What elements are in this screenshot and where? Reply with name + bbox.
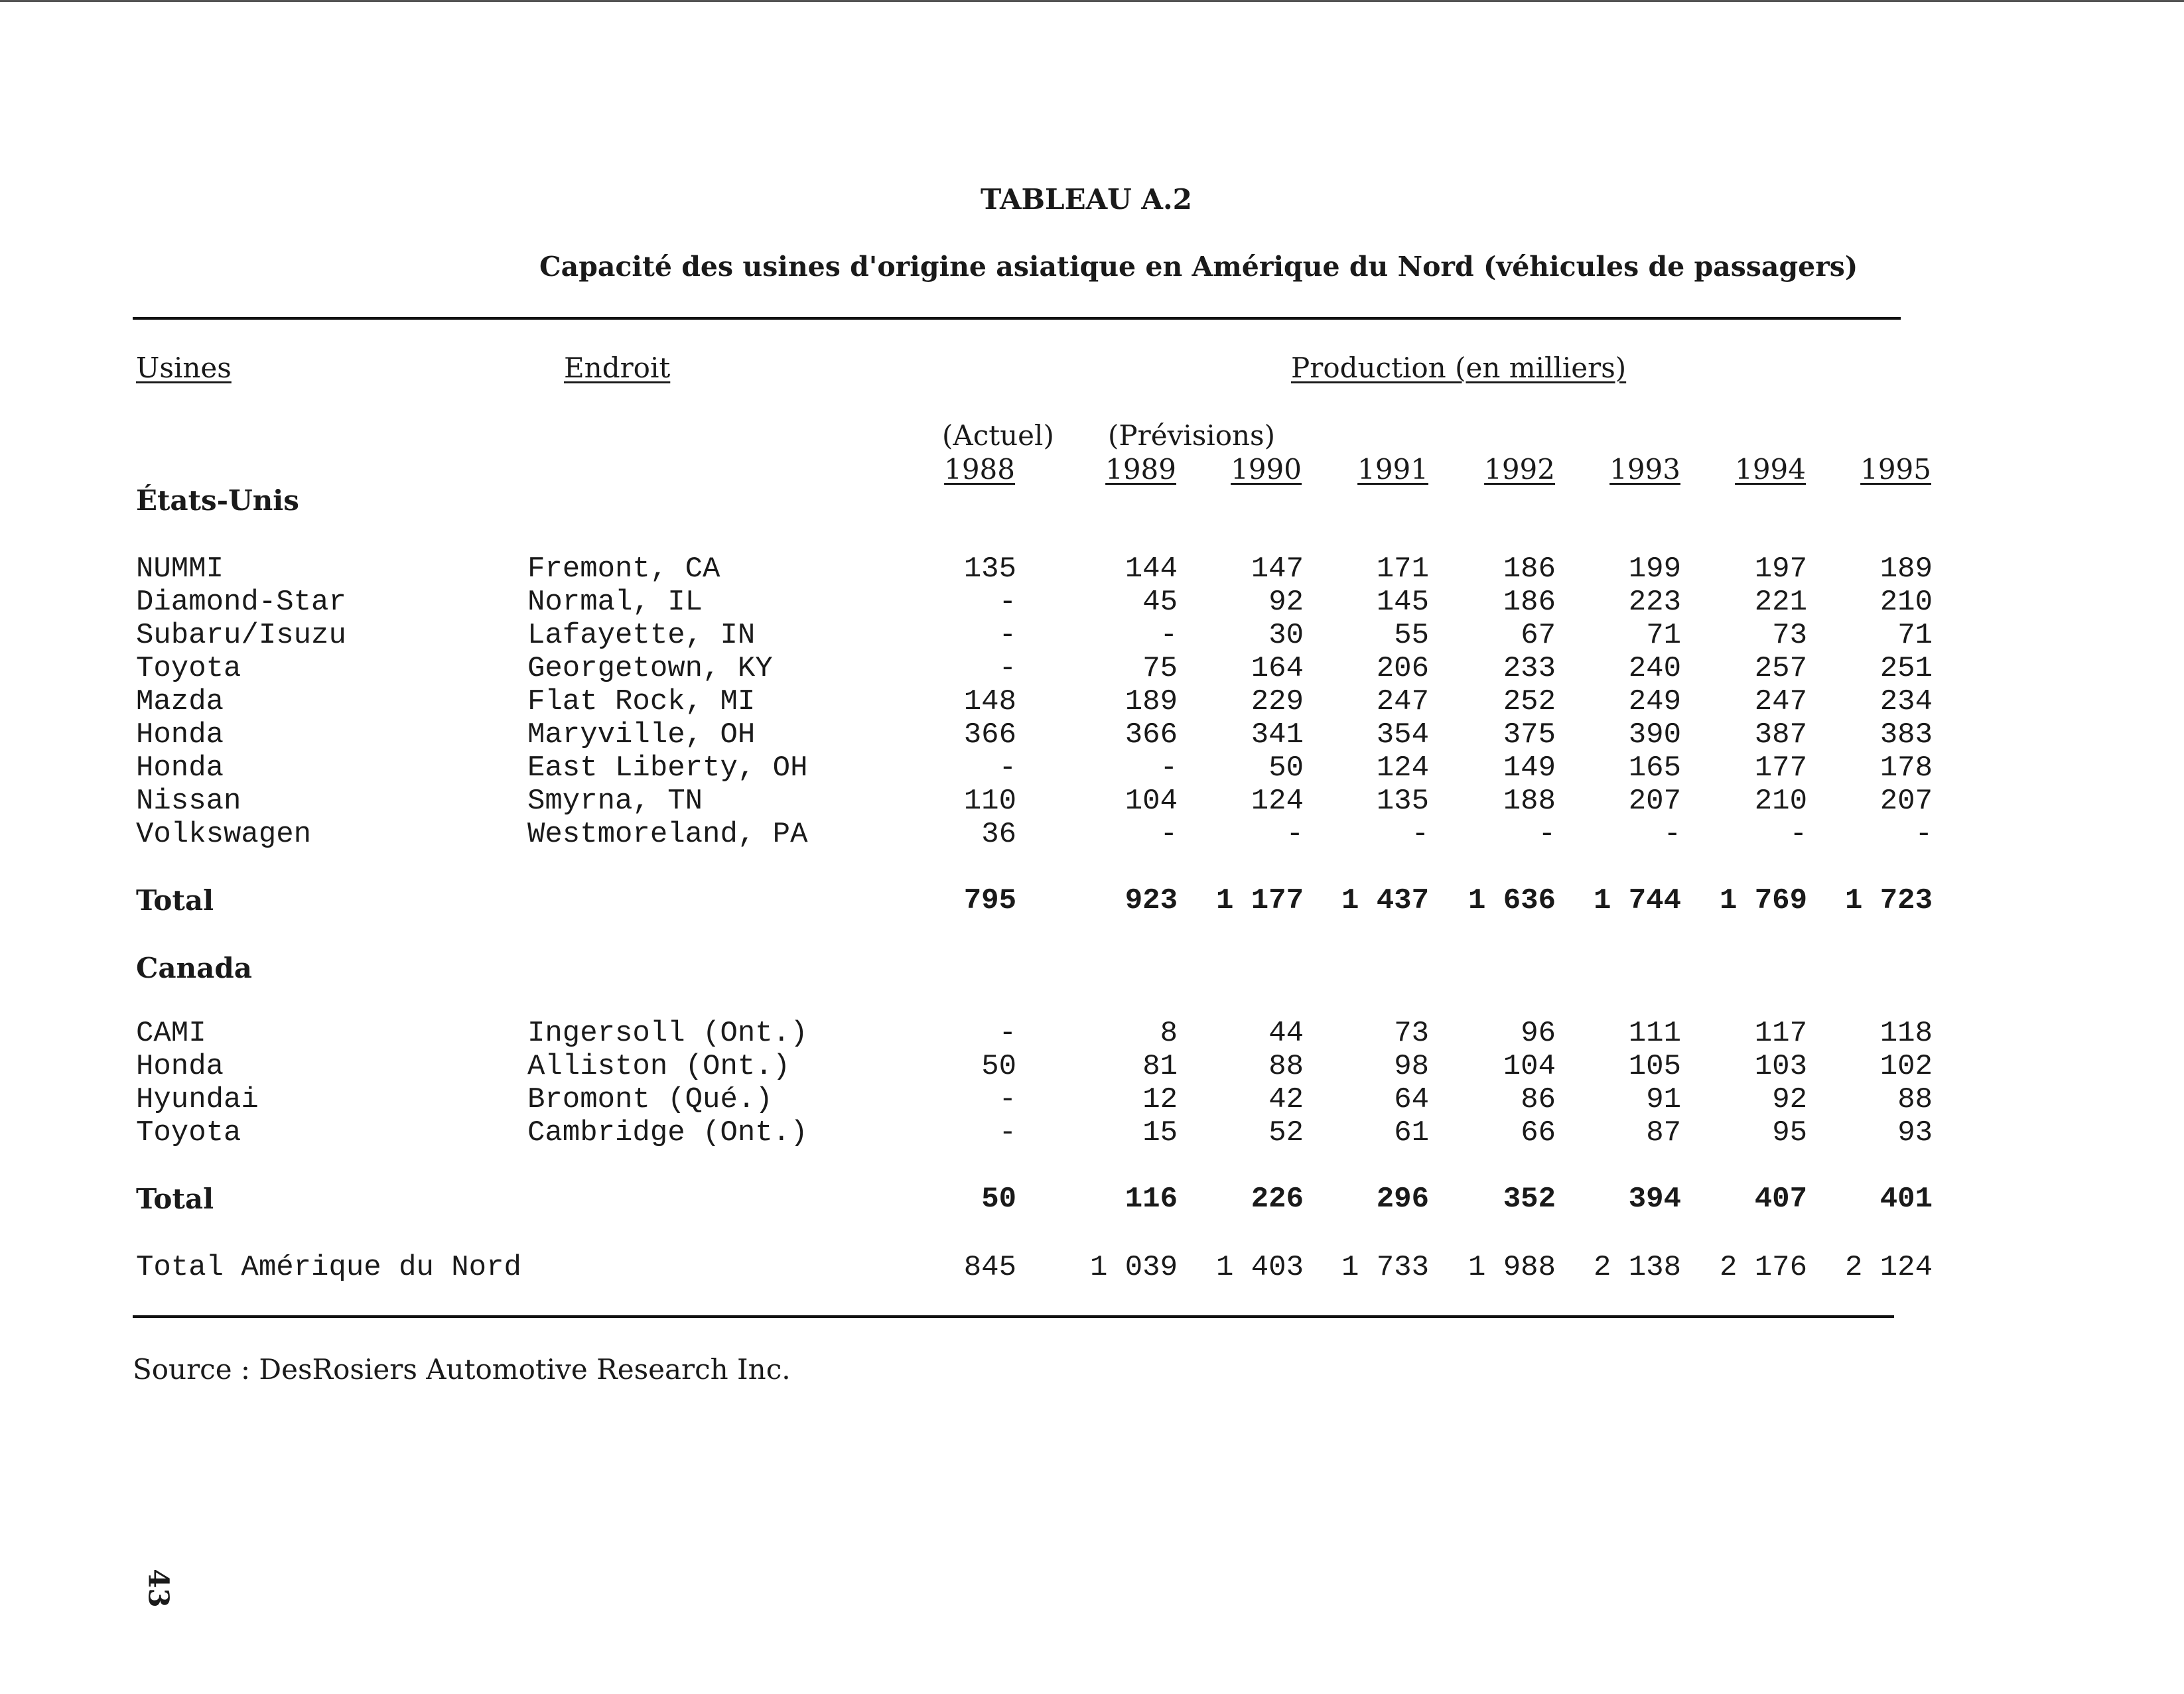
table-row-value: 91 — [1646, 1083, 1681, 1116]
table-subtitle: Capacité des usines d'origine asiatique en Amérique du Nord (véhicules de passagers) — [539, 251, 1858, 283]
grand-total-row-value: 1 988 — [1467, 1251, 1556, 1284]
table-row-value: 52 — [1268, 1116, 1304, 1149]
section-total-row-value: 407 — [1754, 1183, 1807, 1216]
table-row-value: 42 — [1268, 1083, 1304, 1116]
table-row-value: 189 — [1125, 685, 1178, 718]
table-row-label: Honda — [136, 718, 224, 751]
table-row-value: - — [1915, 818, 1933, 851]
grand-total-row-value: 2 124 — [1844, 1251, 1933, 1284]
table-row-label: Nissan — [136, 785, 241, 818]
table-row-value: 103 — [1754, 1050, 1807, 1083]
section-total-row-value: 116 — [1125, 1183, 1178, 1216]
table-row-value: - — [998, 619, 1016, 652]
table-row-value: 61 — [1394, 1116, 1429, 1149]
table-row-value: 249 — [1628, 685, 1681, 718]
table-row-label: Toyota — [136, 1116, 241, 1149]
table-row-value: 188 — [1503, 785, 1556, 818]
table-row-value: 229 — [1251, 685, 1304, 718]
table-row-value: 71 — [1897, 619, 1933, 652]
grand-total-row-value: 1 733 — [1341, 1251, 1429, 1284]
table-row-value: 210 — [1879, 586, 1933, 619]
table-row-label: Honda — [136, 751, 224, 785]
table-row-location: Normal, IL — [527, 586, 703, 619]
header-location: Endroit — [564, 352, 671, 384]
table-row-value: 15 — [1142, 1116, 1178, 1149]
table-row-value: 86 — [1521, 1083, 1556, 1116]
source-note: Source : DesRosiers Automotive Research Inc. — [133, 1353, 791, 1386]
table-row-value: 124 — [1376, 751, 1429, 785]
table-row-label: Mazda — [136, 685, 224, 718]
table-row-value: 390 — [1628, 718, 1681, 751]
table-row-value: 234 — [1879, 685, 1933, 718]
grand-total-row-value: 1 039 — [1089, 1251, 1178, 1284]
header-forecast: (Prévisions) — [1108, 419, 1275, 452]
header-year: 1993 — [1609, 453, 1680, 486]
table-row-value: 55 — [1394, 619, 1429, 652]
table-row-value: 45 — [1142, 586, 1178, 619]
table-row-value: 366 — [1125, 718, 1178, 751]
table-row-value: 81 — [1142, 1050, 1178, 1083]
section-total-row-value: 1 723 — [1844, 884, 1933, 917]
table-row-value: 50 — [1268, 751, 1304, 785]
table-row-value: 197 — [1754, 553, 1807, 586]
section-total-row-value: 1 177 — [1215, 884, 1304, 917]
table-row-value: 177 — [1754, 751, 1807, 785]
grand-total-row-value: 845 — [963, 1251, 1016, 1284]
table-row-value: 67 — [1521, 619, 1556, 652]
bottom-rule — [133, 1315, 1894, 1318]
table-row-value: 223 — [1628, 586, 1681, 619]
header-actual: (Actuel) — [942, 419, 1054, 452]
table-row-label: Diamond-Star — [136, 586, 346, 619]
table-row-value: 92 — [1772, 1083, 1807, 1116]
table-row-value: 221 — [1754, 586, 1807, 619]
table-row-value: 164 — [1251, 652, 1304, 685]
section-total-row-value: 795 — [963, 884, 1016, 917]
table-row-value: 178 — [1879, 751, 1933, 785]
table-row-value: 75 — [1142, 652, 1178, 685]
table-row-value: 73 — [1394, 1017, 1429, 1050]
table-row-value: 144 — [1125, 553, 1178, 586]
table-row-location: Bromont (Qué.) — [527, 1083, 773, 1116]
section-total-row-value: 1 437 — [1341, 884, 1429, 917]
table-row-location: Alliston (Ont.) — [527, 1050, 791, 1083]
table-row-value: 206 — [1376, 652, 1429, 685]
table-row-value: 98 — [1394, 1050, 1429, 1083]
grand-total-row-value: 2 138 — [1593, 1251, 1681, 1284]
section-total-row-value: 1 636 — [1467, 884, 1556, 917]
section-total-row-value: 352 — [1503, 1183, 1556, 1216]
page-number: 43 — [142, 1569, 175, 1608]
table-row-value: 148 — [963, 685, 1016, 718]
table-row-value: 30 — [1268, 619, 1304, 652]
table-row-location: Flat Rock, MI — [527, 685, 756, 718]
table-row-value: 251 — [1879, 652, 1933, 685]
table-row-value: 88 — [1268, 1050, 1304, 1083]
header-production: Production (en milliers) — [1291, 352, 1627, 384]
header-year: 1990 — [1231, 453, 1302, 486]
table-row-value: 44 — [1268, 1017, 1304, 1050]
table-row-value: - — [1286, 818, 1304, 851]
table-row-value: 105 — [1628, 1050, 1681, 1083]
table-row-value: 36 — [981, 818, 1016, 851]
table-row-value: 104 — [1503, 1050, 1556, 1083]
table-row-value: 257 — [1754, 652, 1807, 685]
table-row-value: - — [1411, 818, 1429, 851]
table-row-value: 71 — [1646, 619, 1681, 652]
table-row-value: 165 — [1628, 751, 1681, 785]
table-row-value: 118 — [1879, 1017, 1933, 1050]
table-row-label: Toyota — [136, 652, 241, 685]
table-row-value: 189 — [1879, 553, 1933, 586]
header-year: 1994 — [1735, 453, 1806, 486]
table-row-value: - — [1160, 751, 1178, 785]
section-total-row-value: 394 — [1628, 1183, 1681, 1216]
table-row-label: Volkswagen — [136, 818, 312, 851]
table-row-value: - — [998, 1083, 1016, 1116]
section-total-row-value: 1 769 — [1719, 884, 1807, 917]
table-row-value: - — [998, 652, 1016, 685]
table-row-location: Cambridge (Ont.) — [527, 1116, 808, 1149]
table-row-value: 383 — [1879, 718, 1933, 751]
table-row-location: Smyrna, TN — [527, 785, 703, 818]
section-total-row-value: 401 — [1879, 1183, 1933, 1216]
section-total-row-value: 923 — [1125, 884, 1178, 917]
table-row-value: 247 — [1754, 685, 1807, 718]
table-row-value: 96 — [1521, 1017, 1556, 1050]
header-year: 1992 — [1484, 453, 1555, 486]
table-row-value: 207 — [1879, 785, 1933, 818]
table-row-value: 50 — [981, 1050, 1016, 1083]
grand-total-row-value: 1 403 — [1215, 1251, 1304, 1284]
grand-total-row-label: Total Amérique du Nord — [136, 1251, 521, 1284]
table-row-value: 207 — [1628, 785, 1681, 818]
table-row-location: Fremont, CA — [527, 553, 720, 586]
section-total-row-value: 226 — [1251, 1183, 1304, 1216]
table-row-value: 93 — [1897, 1116, 1933, 1149]
table-row-value: - — [998, 1017, 1016, 1050]
table-row-value: 147 — [1251, 553, 1304, 586]
table-row-location: Lafayette, IN — [527, 619, 756, 652]
table-row-value: - — [998, 751, 1016, 785]
table-row-label: Hyundai — [136, 1083, 259, 1116]
header-year: 1989 — [1105, 453, 1176, 486]
table-row-value: 186 — [1503, 553, 1556, 586]
table-row-label: CAMI — [136, 1017, 206, 1050]
table-row-value: 66 — [1521, 1116, 1556, 1149]
header-plants: Usines — [136, 352, 232, 384]
table-row-value: 111 — [1628, 1017, 1681, 1050]
table-row-value: 233 — [1503, 652, 1556, 685]
table-row-value: 149 — [1503, 751, 1556, 785]
table-row-value: 110 — [963, 785, 1016, 818]
table-row-value: 252 — [1503, 685, 1556, 718]
table-row-label: NUMMI — [136, 553, 224, 586]
section-total-row-value: 1 744 — [1593, 884, 1681, 917]
table-row-value: - — [998, 586, 1016, 619]
table-row-location: Maryville, OH — [527, 718, 756, 751]
scan-top-edge — [0, 0, 2184, 2]
table-row-value: 73 — [1772, 619, 1807, 652]
table-title: TABLEAU A.2 — [981, 183, 1192, 216]
grand-total-row-value: 2 176 — [1719, 1251, 1807, 1284]
section-total-row-value: 50 — [981, 1183, 1016, 1216]
table-row-value: 104 — [1125, 785, 1178, 818]
section-heading: Canada — [136, 952, 252, 984]
table-row-location: Westmoreland, PA — [527, 818, 808, 851]
table-row-value: 8 — [1160, 1017, 1178, 1050]
table-row-value: 135 — [1376, 785, 1429, 818]
table-row-value: - — [1663, 818, 1681, 851]
table-row-value: 210 — [1754, 785, 1807, 818]
top-rule — [133, 317, 1901, 320]
table-row-value: 135 — [963, 553, 1016, 586]
table-row-value: - — [1160, 619, 1178, 652]
table-row-value: 240 — [1628, 652, 1681, 685]
table-row-value: 366 — [963, 718, 1016, 751]
section-total-row-label: Total — [136, 1183, 214, 1215]
table-row-value: - — [1160, 818, 1178, 851]
table-row-value: - — [1538, 818, 1556, 851]
section-heading: États-Unis — [136, 484, 299, 517]
table-row-value: 88 — [1897, 1083, 1933, 1116]
table-row-value: - — [1789, 818, 1807, 851]
table-row-location: Georgetown, KY — [527, 652, 773, 685]
table-row-value: 87 — [1646, 1116, 1681, 1149]
table-row-value: 186 — [1503, 586, 1556, 619]
table-row-value: - — [998, 1116, 1016, 1149]
table-row-label: Subaru/Isuzu — [136, 619, 346, 652]
table-row-value: 95 — [1772, 1116, 1807, 1149]
table-row-value: 145 — [1376, 586, 1429, 619]
header-year: 1991 — [1357, 453, 1428, 486]
table-row-value: 92 — [1268, 586, 1304, 619]
section-total-row-label: Total — [136, 884, 214, 917]
table-row-value: 171 — [1376, 553, 1429, 586]
table-row-value: 64 — [1394, 1083, 1429, 1116]
table-row-location: Ingersoll (Ont.) — [527, 1017, 808, 1050]
header-year: 1988 — [944, 453, 1015, 486]
table-row-value: 117 — [1754, 1017, 1807, 1050]
table-row-label: Honda — [136, 1050, 224, 1083]
table-row-value: 124 — [1251, 785, 1304, 818]
table-row-value: 341 — [1251, 718, 1304, 751]
table-row-value: 247 — [1376, 685, 1429, 718]
table-row-value: 387 — [1754, 718, 1807, 751]
header-year: 1995 — [1860, 453, 1931, 486]
table-row-value: 102 — [1879, 1050, 1933, 1083]
section-total-row-value: 296 — [1376, 1183, 1429, 1216]
table-row-value: 354 — [1376, 718, 1429, 751]
table-row-location: East Liberty, OH — [527, 751, 808, 785]
table-row-value: 12 — [1142, 1083, 1178, 1116]
table-row-value: 199 — [1628, 553, 1681, 586]
table-row-value: 375 — [1503, 718, 1556, 751]
